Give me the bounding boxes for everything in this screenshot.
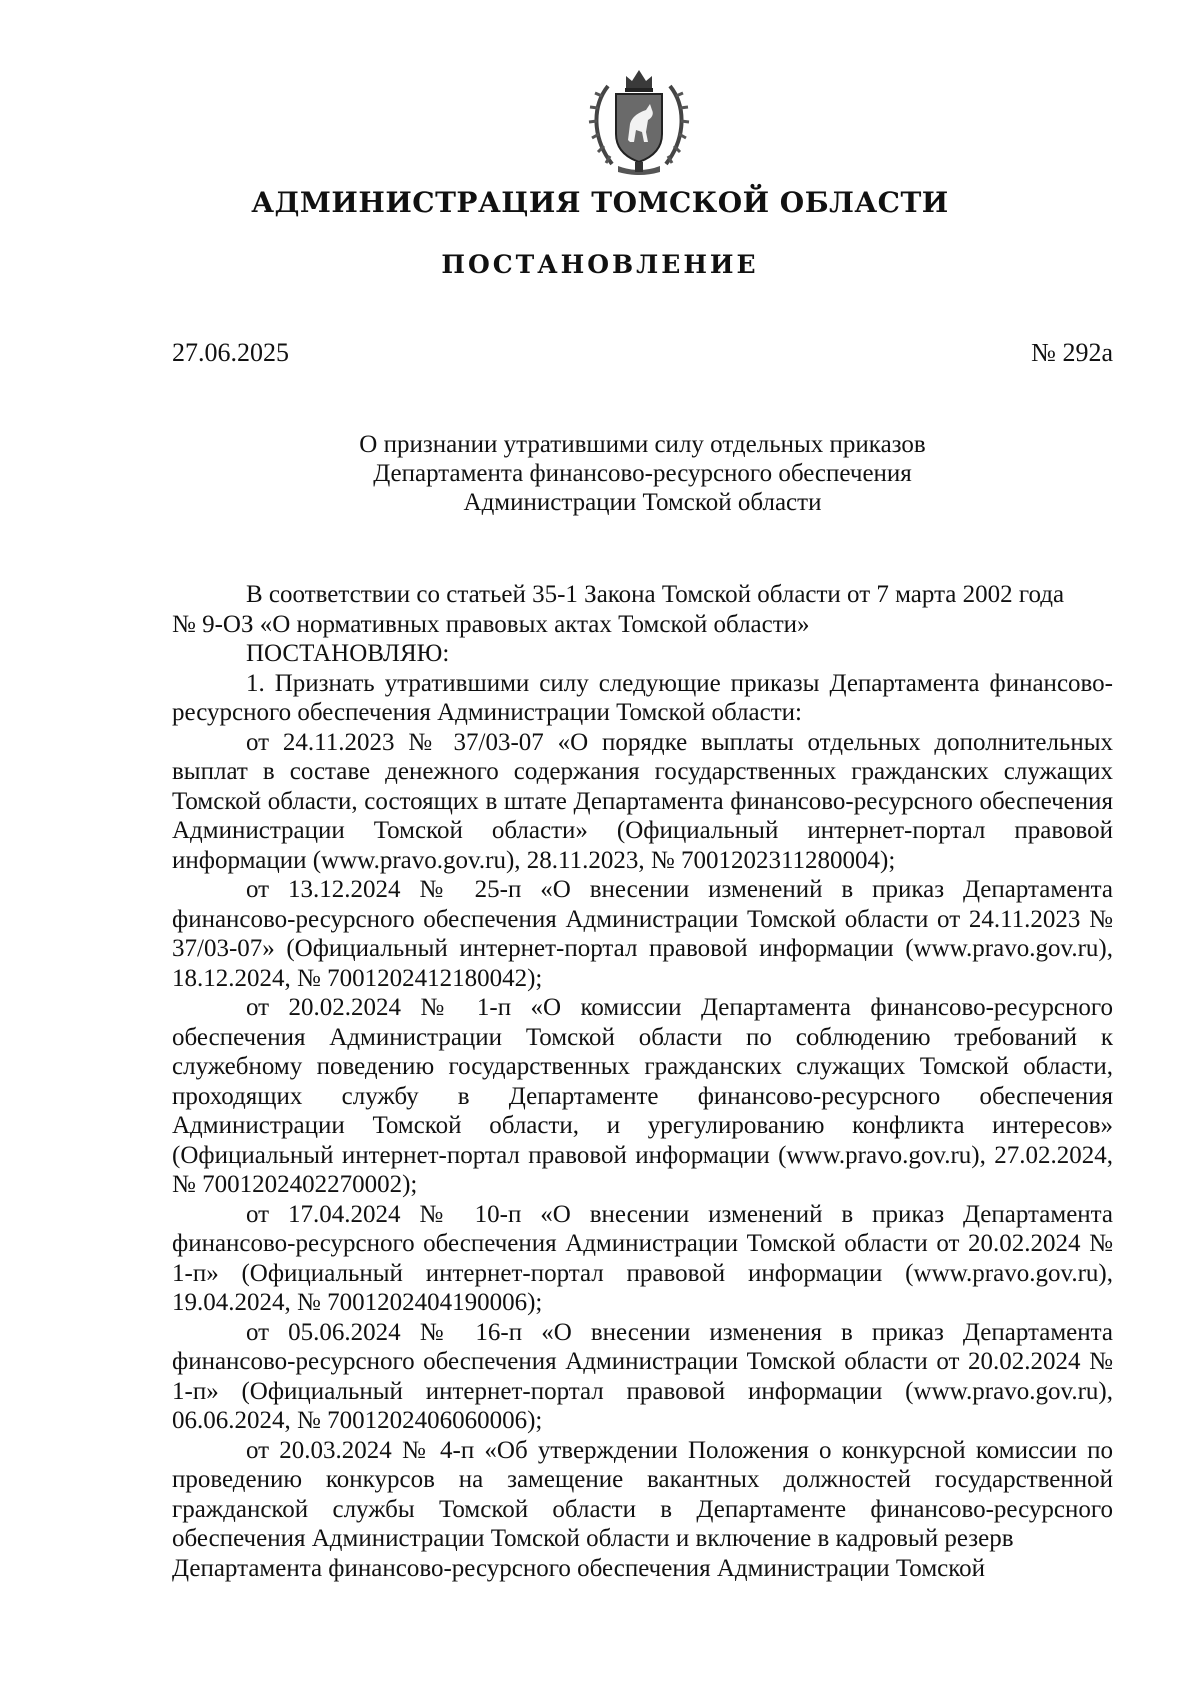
order-paragraph: от 05.06.2024 № 16-п «О внесении изменения в приказ Департамента финансово-ресурсного обеспечения Администрации Томской области от 20.02.2024 № 1-п» (Официальный интернет-портал правовой информации (www.pravo.gov.ru), 06.06.2024, № 7001202406060006); bbox=[172, 1318, 1113, 1434]
tomsk-region-coat-of-arms-icon bbox=[588, 66, 690, 178]
subject-line: Администрации Томской области bbox=[463, 489, 822, 516]
order-paragraph: от 20.03.2024 № 4-п «Об утверждении Положения о конкурсной комиссии по проведению конкурсов на замещение вакантных должностей государственной гражданской службы Томской области в Департаменте финансово-ресурсного обеспечения Администрации Томской области и включение в кадровый резерв bbox=[172, 1436, 1113, 1552]
order-paragraph: от 17.04.2024 № 10-п «О внесении изменений в приказ Департамента финансово-ресурсного обеспечения Администрации Томской области от 20.02.2024 № 1-п» (Официальный интернет-портал правовой информации (www.pravo.gov.ru), 19.04.2024, № 7001202404190006); bbox=[172, 1200, 1113, 1316]
organization-title: АДМИНИСТРАЦИЯ ТОМСКОЙ ОБЛАСТИ bbox=[251, 186, 949, 219]
document-type-heading: ПОСТАНОВЛЕНИЕ bbox=[441, 250, 759, 279]
preamble-continuation: № 9-ОЗ «О нормативных правовых актах Томской области» bbox=[172, 610, 810, 638]
preamble-paragraph: В соответствии со статьей 35-1 Закона Томской области от 7 марта 2002 года bbox=[246, 581, 1065, 608]
subject-line: О признании утратившими силу отдельных приказов bbox=[359, 431, 926, 458]
order-paragraph: от 24.11.2023 № 37/03-07 «О порядке выплаты отдельных дополнительных выплат в составе денежного содержания государственных гражданских служащих Томской области, состоящих в штате Департамента финансово-ресурсного обеспечения Администрации Томской области» (Официальный интернет-портал правовой информации (www.pravo.gov.ru), 28.11.2023, № 7001202311280004); bbox=[172, 728, 1113, 874]
order-paragraph: от 20.02.2024 № 1-п «О комиссии Департамента финансово-ресурсного обеспечения Администрации Томской области по соблюдению требований к служебному поведению государственных гражданских служащих Томской области, проходящих службу в Департаменте финансово-ресурсного обеспечения Администрации Томской области, и урегулированию конфликта интересов» (Официальный интернет-портал правовой информации (www.pravo.gov.ru), 27.02.2024, № 7001202402270002); bbox=[172, 994, 1113, 1198]
resolution-keyword: ПОСТАНОВЛЯЮ: bbox=[246, 640, 450, 667]
order-paragraph-continuation: Департамента финансово-ресурсного обеспечения Администрации Томской bbox=[172, 1554, 985, 1582]
document-body bbox=[172, 580, 1113, 1583]
document-subject bbox=[172, 430, 1113, 517]
document-number: № 292а bbox=[1031, 338, 1113, 367]
subject-line: Департамента финансово-ресурсного обеспечения bbox=[373, 460, 912, 487]
document-date: 27.06.2025 bbox=[172, 338, 289, 367]
item-1-paragraph: 1. Признать утратившими силу следующие приказы Департамента финансово-ресурсного обеспечения Администрации Томской области: bbox=[172, 669, 1113, 726]
order-paragraph: от 13.12.2024 № 25-п «О внесении изменений в приказ Департамента финансово-ресурсного обеспечения Администрации Томской области от 24.11.2023 № 37/03-07» (Официальный интернет-портал правовой информации (www.pravo.gov.ru), 18.12.2024, № 7001202412180042); bbox=[172, 876, 1113, 992]
